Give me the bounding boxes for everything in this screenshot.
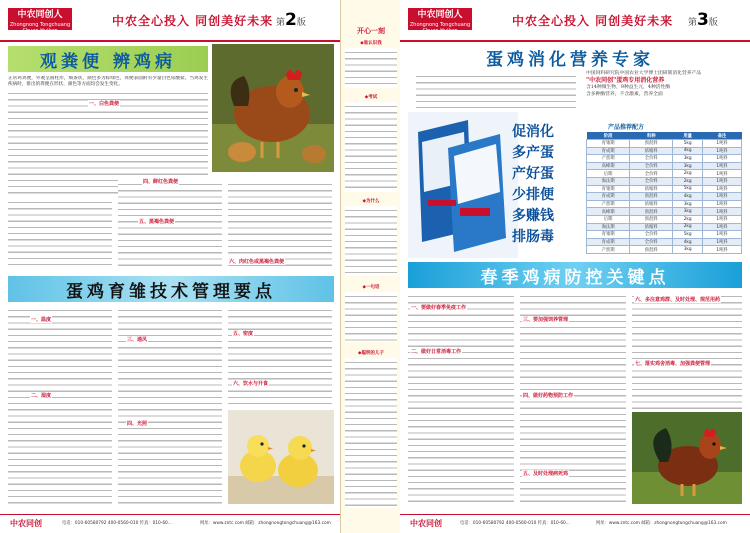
- article1-subheading-6: 六、肉红色或黑褐色粪便: [229, 259, 285, 265]
- table-cell: 1吨料: [703, 155, 742, 163]
- joke-text-3: [345, 206, 397, 276]
- article2-subheading-1: 一、温度: [31, 317, 52, 323]
- article1-title-band: [8, 46, 208, 72]
- left-header: [0, 0, 340, 42]
- table-cell: 育雏期: [587, 231, 630, 239]
- table-cell: 1吨料: [703, 231, 742, 239]
- table-cell: 3kg: [673, 162, 703, 170]
- table-cell: 2kg: [673, 215, 703, 223]
- table-row: [587, 231, 742, 239]
- table-cell: 浓缩料: [630, 147, 673, 155]
- benefit-item: 少排便: [512, 187, 554, 203]
- page-number: [276, 10, 306, 30]
- table-cell: 1吨料: [703, 193, 742, 201]
- table-cell: 高峰期: [587, 162, 630, 170]
- right-page: [400, 0, 750, 533]
- left-footer: [0, 514, 340, 533]
- article2-subheading-6: 六、饮水与开食: [233, 381, 269, 387]
- article2-subheading-2: 二、湿度: [31, 393, 52, 399]
- table-row: [587, 238, 742, 246]
- article2-title: 蛋鸡育雏技术管理要点: [66, 281, 276, 302]
- article2-col-1: [8, 306, 112, 504]
- table-cell: 浓缩料: [630, 200, 673, 208]
- product-bags-image: [408, 112, 518, 258]
- article2-title-band: [8, 276, 334, 302]
- table-header-cell: 阶段: [587, 132, 630, 140]
- article2-col-3: [228, 306, 332, 408]
- table-row: [587, 147, 742, 155]
- table-cell: 后期: [587, 215, 630, 223]
- table-cell: 3kg: [673, 246, 703, 254]
- table-cell: 2kg: [673, 177, 703, 185]
- recommended-formula-table: [586, 132, 742, 254]
- table-cell: 1吨料: [703, 185, 742, 193]
- table-cell: 1吨料: [703, 223, 742, 231]
- table-cell: 4kg: [673, 193, 703, 201]
- table-cell: 育雏期: [587, 185, 630, 193]
- table-cell: 浓缩料: [630, 223, 673, 231]
- logo-subtext: Zhongnong Tongchuang Chuan Huikan: [9, 22, 71, 34]
- table-cell: 淘汰期: [587, 177, 630, 185]
- article1-title-band-right: [470, 44, 670, 70]
- article1-lead: 正常鸡粪便，外观呈圆柱形，细条状，颜色多为棕绿色，粪便表面附有少量白色尿酸盐。当鸡发生疾病时，排出的粪便在形状、颜色等方面均会发生变化。: [8, 76, 208, 88]
- spring-subheading-4: 四、做好药物预防工作: [523, 393, 574, 399]
- spring-subheading-1: 一、要做好春季免疫工作: [411, 305, 467, 311]
- table-cell: 1吨料: [703, 140, 742, 148]
- promo-text: [586, 70, 742, 130]
- table-cell: 预混料: [630, 140, 673, 148]
- table-cell: 育成期: [587, 193, 630, 201]
- table-cell: 育雏期: [587, 140, 630, 148]
- footer-brand-left-corner: 中农同创: [410, 519, 442, 528]
- table-cell: 预混料: [630, 215, 673, 223]
- table-title: 产品推荐配方: [608, 124, 645, 131]
- promo-line-1: 含14种微生物，9种益生元，4种活性酶: [586, 85, 671, 90]
- footer-brand: 中农同创: [10, 519, 42, 528]
- table-row: [587, 223, 742, 231]
- chicken-photo: [212, 44, 334, 172]
- table-cell: 全价料: [630, 170, 673, 178]
- promo-line-2: 含多种酶营养，不含激素，营养全面: [586, 92, 663, 97]
- spring-subheading-6: 六、多注意鸡群、及时处理、规范用药: [635, 297, 721, 303]
- table-cell: 全价料: [630, 162, 673, 170]
- table-cell: 1吨料: [703, 238, 742, 246]
- spring-subheading-2: 二、做好日常消毒工作: [411, 349, 462, 355]
- table-cell: 全价料: [630, 155, 673, 163]
- brand-logo: [8, 8, 72, 34]
- table-cell: 浓缩料: [630, 185, 673, 193]
- table-cell: 1吨料: [703, 177, 742, 185]
- promo-intro: 中国饲料研究院中国农业大学博士团研制消化营养产品: [586, 71, 702, 76]
- article1-subheading-2: 四、鲜红色粪便: [143, 179, 179, 185]
- table-cell: 产蛋期: [587, 155, 630, 163]
- footer-web: 网址：www.zntc.com 邮箱：zhongnongtongchuang@163.com: [200, 521, 331, 526]
- logo-text-right: 中农同创人: [417, 10, 463, 20]
- benefits-list: [512, 122, 578, 248]
- joke-heading-3: ◆为什么: [362, 199, 380, 204]
- table-cell: 育成期: [587, 147, 630, 155]
- table-cell: 高峰期: [587, 208, 630, 216]
- right-article1-title: 蛋鸡消化营养专家: [486, 49, 654, 70]
- table-cell: 5kg: [673, 140, 703, 148]
- page-suffix: 版: [296, 18, 306, 28]
- table-cell: 2kg: [673, 223, 703, 231]
- product-advert: [408, 72, 578, 260]
- header-slogan-right: 中农全心投入 同创美好未来: [512, 14, 674, 28]
- table-row: [587, 185, 742, 193]
- table-cell: 1吨料: [703, 208, 742, 216]
- article2-subheading-4: 四、光照: [127, 421, 148, 427]
- article1-subheading-1: 一、白色粪便: [89, 101, 120, 107]
- page-number-value: 2: [285, 10, 297, 30]
- spring-subheading-3: 三、要加强饲养管理: [523, 317, 569, 323]
- joke-heading-4: ◆一句话: [362, 285, 380, 290]
- joke-text-1: [345, 48, 397, 88]
- promo-name: "中农同创"蛋鸡专用消化营养: [586, 77, 665, 84]
- article2-subheading-5: 五、密度: [233, 331, 254, 337]
- table-cell: 产蛋期: [587, 246, 630, 254]
- table-cell: 3kg: [673, 208, 703, 216]
- table-cell: 1吨料: [703, 162, 742, 170]
- table-row: [587, 177, 742, 185]
- right-header: [400, 0, 750, 42]
- table-cell: 1吨料: [703, 215, 742, 223]
- table-cell: 育成期: [587, 238, 630, 246]
- table-cell: 3kg: [673, 155, 703, 163]
- footer-phone-right: 电话：010-60580792 400-0560-010 传真：010-60...: [460, 521, 570, 526]
- benefit-item: 多产蛋: [512, 145, 554, 161]
- table-cell: 全价料: [630, 177, 673, 185]
- article1-body-d: [228, 180, 332, 268]
- page-suffix-right: 版: [708, 18, 718, 28]
- benefit-item: 产好蛋: [512, 166, 554, 182]
- table-cell: 预混料: [630, 193, 673, 201]
- table-cell: 5kg: [673, 231, 703, 239]
- table-cell: 产蛋期: [587, 200, 630, 208]
- page-prefix-right: 第: [688, 18, 698, 28]
- page-number-right: [688, 10, 718, 30]
- table-row: [587, 193, 742, 201]
- right-article2-title: 春季鸡病防控关键点: [480, 267, 670, 288]
- table-cell: 后期: [587, 170, 630, 178]
- table-row: [587, 246, 742, 254]
- table-row: [587, 215, 742, 223]
- table-row: [587, 155, 742, 163]
- benefit-item: 多赚钱: [512, 208, 554, 224]
- table-cell: 5kg: [673, 185, 703, 193]
- table-cell: 淘汰期: [587, 223, 630, 231]
- logo-subtext-right: Zhongnong Tongchuang Chuan Huikan: [409, 22, 471, 34]
- rooster-photo: [632, 412, 742, 504]
- brand-logo-right: [408, 8, 472, 34]
- left-page: [0, 0, 340, 533]
- joke-text-4: [345, 292, 397, 342]
- table-cell: 4kg: [673, 147, 703, 155]
- article2-title-band-right: [408, 262, 742, 288]
- table-header-cell: 备注: [703, 132, 742, 140]
- benefit-item: 促消化: [512, 124, 554, 140]
- table-cell: 预混料: [630, 208, 673, 216]
- article1-title: 观粪便 辨鸡病: [40, 51, 176, 72]
- footer-phone: 电话：010-60580792 400-0560-010 传真：010-60...: [62, 521, 172, 526]
- table-cell: 1吨料: [703, 200, 742, 208]
- table-cell: 2kg: [673, 170, 703, 178]
- page-number-value-right: 3: [697, 10, 709, 30]
- article1-body-b: [8, 198, 112, 268]
- spring-subheading-7: 七、落实鸡舍消毒、加强粪便管理: [635, 361, 711, 367]
- table-row: [587, 140, 742, 148]
- table-cell: 全价料: [630, 231, 673, 239]
- table-header-cell: 用量: [673, 132, 703, 140]
- spring-subheading-5: 五、及时处理病死鸡: [523, 471, 569, 477]
- header-slogan: 中农全心投入 同创美好未来: [112, 14, 274, 28]
- product-intro-text: [416, 72, 576, 110]
- table-header-cell: 料种: [630, 132, 673, 140]
- table-cell: 预混料: [630, 246, 673, 254]
- table-row: [587, 162, 742, 170]
- benefit-item: 排肠毒: [512, 229, 554, 245]
- joke-heading-5: ◆聪明的儿子: [358, 351, 384, 356]
- table-cell: 3kg: [673, 200, 703, 208]
- spring-col-3: [632, 292, 742, 410]
- table-row: [587, 208, 742, 216]
- table-cell: 4kg: [673, 238, 703, 246]
- footer-web-right: 网址：www.zntc.com 邮箱：zhongnongtongchuang@163.com: [596, 521, 727, 526]
- table-row: [587, 170, 742, 178]
- table-cell: 1吨料: [703, 147, 742, 155]
- table-cell: 1吨料: [703, 170, 742, 178]
- spring-col-1: [408, 292, 514, 504]
- logo-text: 中农同创人: [17, 10, 63, 20]
- joke-heading-1: ◆谁认识我: [360, 41, 382, 46]
- chicks-photo: [228, 410, 334, 504]
- gutter-title: 开心一刻: [357, 27, 385, 35]
- table-cell: 全价料: [630, 238, 673, 246]
- article2-subheading-3: 三、通风: [127, 337, 148, 343]
- joke-heading-2: ◆考试: [364, 95, 378, 100]
- center-gutter: [340, 0, 402, 533]
- right-footer: [400, 514, 750, 533]
- joke-text-2: [345, 102, 397, 192]
- page-prefix: 第: [276, 18, 286, 28]
- table-cell: 1吨料: [703, 246, 742, 254]
- article1-subheading-3: 五、黑褐色粪便: [139, 219, 175, 225]
- joke-text-5: [345, 358, 397, 508]
- table-row: [587, 200, 742, 208]
